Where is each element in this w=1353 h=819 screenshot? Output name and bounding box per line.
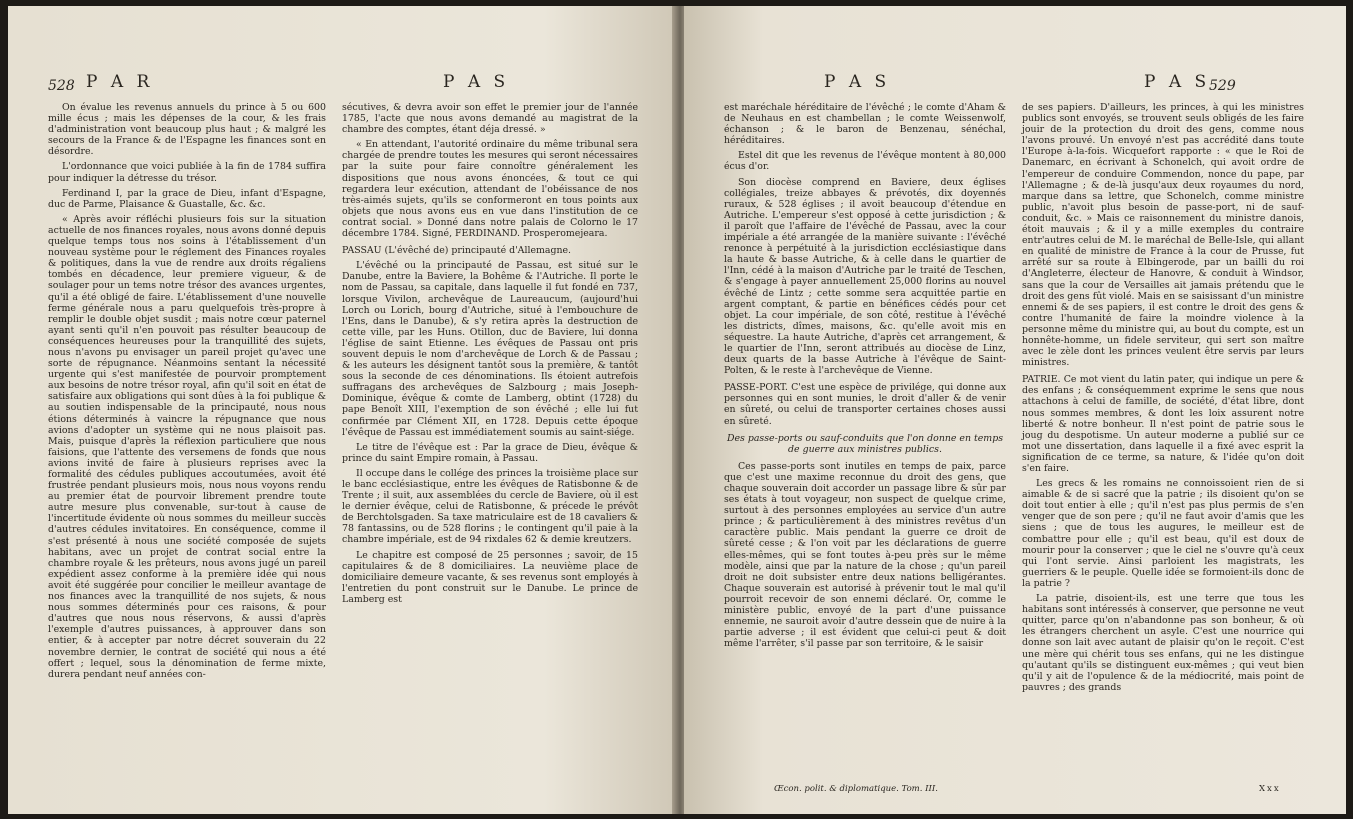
article-heading: PATRIE. Ce mot vient du latin pater, qui indique un pere & des enfans ; & conséquemment exprime le sens que nous attachons à celui de famille, de société, d'état libre, dont nous sommes membres, & dont les loix assurent notre liberté & notre bonheur. Il n'est point de patrie sous le joug du despotisme. Un auteur moderne a publié sur ce mot une dissertation, dans laquelle il a fixé avec esprit la signification de ce terme, sa nature, & l'idée qu'on doit s'en faire. xyxy=(1022,374,1304,474)
paragraph: de ses papiers. D'ailleurs, les princes, à qui les ministres publics sont envoyés, se trouvent seuls obligés de les faire jouir de la protection du droit des gens, comme nous l'avons prouvé. Un envoyé n'est pas accrédité dans toute l'Europe à-la-fois. Wicquefort rapporte : « que le Roi de Danemarc, en écrivant à Schonelch, qui avoit ordre de l'empereur de conduire Commendon, nonce du pape, par l'Allemagne ; & de-là jusqu'aux deux royaumes du nord, marque dans sa lettre, que Schonelch, comme ministre public, n'avoit plus besoin de passe-port, ni de sauf-conduit, &c. » Mais ce raisonnement du ministre danois, étoit mauvais ; & il y a mille exemples du contraire entr'autres celui de M. le maréchal de Belle-Isle, qui allant en qualité de ministre de France à la cour de Prusse, fut arrêté sur sa route à Elbingerode, par un bailli du roi d'Angleterre, électeur de Hanovre, & conduit à Windsor, sans que la cour de Versailles ait jamais prétendu que le droit des gens fût violé. Mais en se saisissant d'un ministre ennemi & de ses papiers, il est contre le droit des gens & contre l'humanité de faire la moindre violence à la personne même du ministre qui, au bout du compte, est un honnête-homme, un fidele serviteur, qui sert son maître avec le zèle dont les princes veulent être servis par leurs ministres. xyxy=(1022,102,1304,369)
paragraph: Ces passe-ports sont inutiles en temps de paix, parce que c'est une maxime reconnue du droit des gens, que chaque souverain doit accorder un passage libre & sûr par ses états à tout voyageur, non suspect de quelque crime, surtout à des personnes employées au service d'un autre prince ; & particulièrement à des ministres revêtus d'un caractère public. Mais pendant la guerre ce droit de sûreté cesse ; & l'on voit par les déclarations de guerre elles-mêmes, qui se font toutes à-peu près sur le même modèle, ainsi que par la nature de la chose ; qu'un pareil droit ne doit subsister entre deux nations belligérantes. Chaque souverain est autorisé à prévenir tout le mal qu'il pourroit recevoir de son ennemi déclaré. Or, comme le ministère public, envoyé de la part d'une puissance ennemie, ne sauroit avoir d'autre dessein que de nuire à la partie adverse ; il est évident que celui-ci peut & doit même l'arrêter, s'il passe par son territoire, & le saisir xyxy=(724,460,1006,650)
paragraph: est maréchale héréditaire de l'évêché ; le comte d'Aham & de Neuhaus en est chambellan ; le comte Weissenwolf, échanson ; & le baron de Benzenau, sénéchal, héréditaires. xyxy=(724,102,1006,147)
paragraph: sécutives, & devra avoir son effet le premier jour de l'année 1785, l'acte que nous avons demandé au magistrat de la chambre des comptes, étant déja dressé. » xyxy=(342,102,638,136)
paragraph: Ferdinand I, par la grace de Dieu, infant d'Espagne, duc de Parme, Plaisance & Guastalle, &c. &c. xyxy=(48,187,326,210)
paragraph: Le titre de l'évêque est : Par la grace de Dieu, évêque & prince du saint Empire romain, à Passau. xyxy=(342,441,638,464)
book-spread xyxy=(8,6,1346,814)
page-number: 528 xyxy=(48,78,75,94)
running-header-left: P A S xyxy=(824,72,891,92)
signature-mark: Xxx xyxy=(1259,784,1281,794)
page-footer: Œcon. polit. & diplomatique. Tom. III. xyxy=(774,784,938,794)
article-heading: PASSAU (L'évêché de) principauté d'Allemagne. xyxy=(342,245,572,257)
paragraph: Les grecs & les romains ne connoissoient rien de si aimable & de si sacré que la patrie ; ils disoient qu'on se doit tout entier à elle ; qu'il n'est pas plus permis de s'en venger que de son pere ; qu'il ne faut avoir d'amis que les siens ; que de tous les augures, le meilleur est de combattre pour elle ; qu'il est beau, qu'il est doux de mourir pour la conserver ; que le ciel ne s'ouvre qu'à ceux qui l'ont servie. Ainsi parloient les magistrats, les guerriers & le peuple. Quelle idée se formoient-ils donc de la patrie ? xyxy=(1022,478,1304,589)
text-column-2 xyxy=(342,102,638,609)
section-subheading: Des passe-ports ou sauf-conduits que l'on donne en temps de guerre aux ministres publics. xyxy=(726,432,1004,455)
text-column-1 xyxy=(48,102,326,684)
running-header-left: P A R xyxy=(86,72,154,92)
paragraph: Estel dit que les revenus de l'évêque montent à 80,000 écus d'or. xyxy=(724,150,1006,173)
page-number: 529 xyxy=(1209,78,1236,94)
paragraph: Le chapitre est composé de 25 personnes ; savoir, de 15 capitulaires & de 8 domiciliaires. La neuvième place de domiciliaire demeure vacante, & ses revenus sont employés à l'entretien du pont construit sur le Danube. Le prince de Lamberg est xyxy=(342,549,638,605)
running-header-right: P A S xyxy=(443,72,510,92)
paragraph: « En attendant, l'autorité ordinaire du même tribunal sera chargée de prendre toutes les mesures qui seront nécessaires par la suite pour faire connoître généralement les dispositions que nous avons énoncées, & tout ce qui regardera leur exécution, attendant de l'obéissance de nos très-aimés sujets, qu'ils se conformeront en tous points aux objets que nous avons eus en vue dans l'institution de ce contrat social. » Donné dans notre palais de Colorno le 17 décembre 1784. Signé, FERDINAND. Prosperomejeara. xyxy=(342,139,638,240)
article-heading: PASSE-PORT. C'est une espèce de privilége, qui donne aux personnes qui en sont munies, le droit d'aller & de venir en sûreté, ou celui de transporter certaines choses aussi en sûreté. xyxy=(724,382,1006,427)
paragraph: Il occupe dans le collége des princes la troisième place sur le banc ecclésiastique, entre les évêques de Ratisbonne & de Trente ; il suit, aux assemblées du cercle de Baviere, où il est le dernier évêque, celui de Ratisbonne, & précede le prévôt de Berchtolsgaden. Sa taxe matriculaire est de 18 cavaliers & 78 fantassins, ou de 528 florins ; le contingent qu'il paie à la chambre impériale, est de 94 rixdales 62 & demie kreutzers. xyxy=(342,467,638,546)
paragraph: La patrie, disoient-ils, est une terre que tous les habitans sont intéressés à conserver, que personne ne veut quitter, parce qu'on n'abandonne pas son bonheur, & où les étrangers cherchent un asyle. C'est une nourrice qui donne son lait avec autant de plaisir qu'on le reçoit. C'est une mère qui chérit tous ses enfans, qui ne les distingue qu'autant qu'ils se distinguent eux-mêmes ; qui veut bien qu'il y ait de l'opulence & de la médiocrité, mais point de pauvres ; des grands xyxy=(1022,593,1304,693)
paragraph: L'ordonnance que voici publiée à la fin de 1784 suffira pour indiquer la détresse du trésor. xyxy=(48,161,326,184)
paragraph: L'évêché ou la principauté de Passau, est situé sur le Danube, entre la Baviere, la Bohême & l'Autriche. Il porte le nom de Passau, sa capitale, dans laquelle il fut fondé en 737, lorsque Vivilon, archevêque de Laureaucum, (aujourd'hui Lorch ou Lorich, bourg d'Autriche, situé à l'embouchure de l'Ens, dans le Danube), & s'y retira après la destruction de cette ville, par les Huns. Otillon, duc de Baviere, lui donna l'église de saint Etienne. Les évêques de Passau ont pris souvent depuis le nom d'archevêque de Lorch & de Passau ; & les auteurs les désignent tantôt sous la première, & tantôt sous la seconde de ces dénominations. Ils étoient autrefois suffragans des archevêques de Salzbourg ; mais Joseph-Dominique, évêque & comte de Lamberg, obtint (1728) du pape Benoît XIII, l'exemption de son évêché ; elle lui fut confirmée par Clément XII, en 1728. Depuis cette époque l'évêque de Passau est immédiatement soumis au saint-siége. xyxy=(342,260,638,438)
paragraph: « Après avoir réfléchi plusieurs fois sur la situation actuelle de nos finances royales, nous avons donné depuis quelque temps tous nos soins à l'établissement d'un nouveau système pour le réglement des Finances royales & politiques, dans la vue de rendre aux droits régaliens tombés en décadence, leur premiere vigueur, & de soulager pour un tems notre trésor des avances urgentes, qu'il a été obligé de faire. L'établissement d'une nouvelle ferme générale nous a paru quelquefois très-propre à remplir le double objet susdit ; mais notre cœur paternel ayant senti qu'il n'en pouvoit pas résulter beaucoup de conséquences heureuses pour la tranquillité des sujets, nous n'avons pu envisager un pareil projet qu'avec une sorte de répugnance. Néanmoins sentant la nécessité urgente qui s'est manifestée de pourvoir promptement aux besoins de notre trésor royal, afin qu'il soit en état de satisfaire aux obligations qui sont dûes à la foi publique & au soutien indispensable de la principauté, nous nous étions déterminés à vaincre la répugnance que nous avions d'adopter un système qui ne nous plaisoit pas. Mais, puisque d'après la réflexion particuliere que nous faisions, que l'attente des versemens de fonds que nous avions invité de faire à plusieurs reprises avec la formalité des cédules publiques accoutumées, avoit été frustrée pendant plusieurs mois, nous nous voyons rendu au premier état de pourvoir librement prendre toute autre mesure plus convenable, sur-tout à cause de l'incertitude évidente où nous sommes du meilleur succès d'autres cédules invitatoires. En conséquence, comme il s'est présenté à nous une société composée de sujets habitans, avec un projet de contrat social entre la chambre royale & les prêteurs, nous avons jugé un pareil expédient assez conforme à la première idée qui nous avoit été suggérée pour concilier le meilleur avantage de nos finances avec la tranquillité de nos sujets, & nous nous sommes déterminés pour ces raisons, & pour d'autres que nous nous réservons, & aussi d'après l'exemple d'autres puissances, à approuver dans son entier, & à accepter par notre décret souverain du 22 novembre dernier, le contrat de société qui nous a été offert ; lequel, sous la dénomination de ferme mixte, durera pendant neuf années con- xyxy=(48,213,326,680)
text-column-1 xyxy=(724,102,1006,653)
right-page xyxy=(684,6,1346,814)
left-page xyxy=(8,6,678,814)
text-column-2 xyxy=(1022,102,1304,697)
paragraph: Son diocèse comprend en Baviere, deux églises collégiales, treize abbayes & prévotés, dix doyennés ruraux, & 528 églises ; il avoit beaucoup d'étendue en Autriche. L'empereur s'est opposé à cette jurisdiction ; & il paroît que l'affaire de l'évêché de Passau, avec la cour impériale a été arrangée de la manière suivante : l'évêché renonce à perpétuité à la jurisdiction ecclésiastique dans la haute & basse Autriche, & à celle dans le quartier de l'Inn, cédé à la maison d'Autriche par le traité de Teschen, & s'engage à payer annuellement 25,000 florins au nouvel évêché de Lintz ; cette somme sera acquittée partie en argent comptant, & partie en bénéfices cédés pour cet objet. La cour impériale, de son côté, restitue à l'évêché les districts, dîmes, maisons, &c. qu'elle avoit mis en séquestre. La haute Autriche, d'après cet arrangement, & le quartier de l'Inn, seront attribués au diocèse de Linz, deux quarts de la basse Autriche à l'évêque de Saint-Polten, & le reste à l'archevêque de Vienne. xyxy=(724,176,1006,377)
paragraph: On évalue les revenus annuels du prince à 5 ou 600 mille écus ; mais les dépenses de la cour, & les frais d'administration vont beaucoup plus haut ; & malgré les secours de la France & de l'Espagne les finances sont en désordre. xyxy=(48,102,326,158)
running-header-right: P A S xyxy=(1144,72,1211,92)
